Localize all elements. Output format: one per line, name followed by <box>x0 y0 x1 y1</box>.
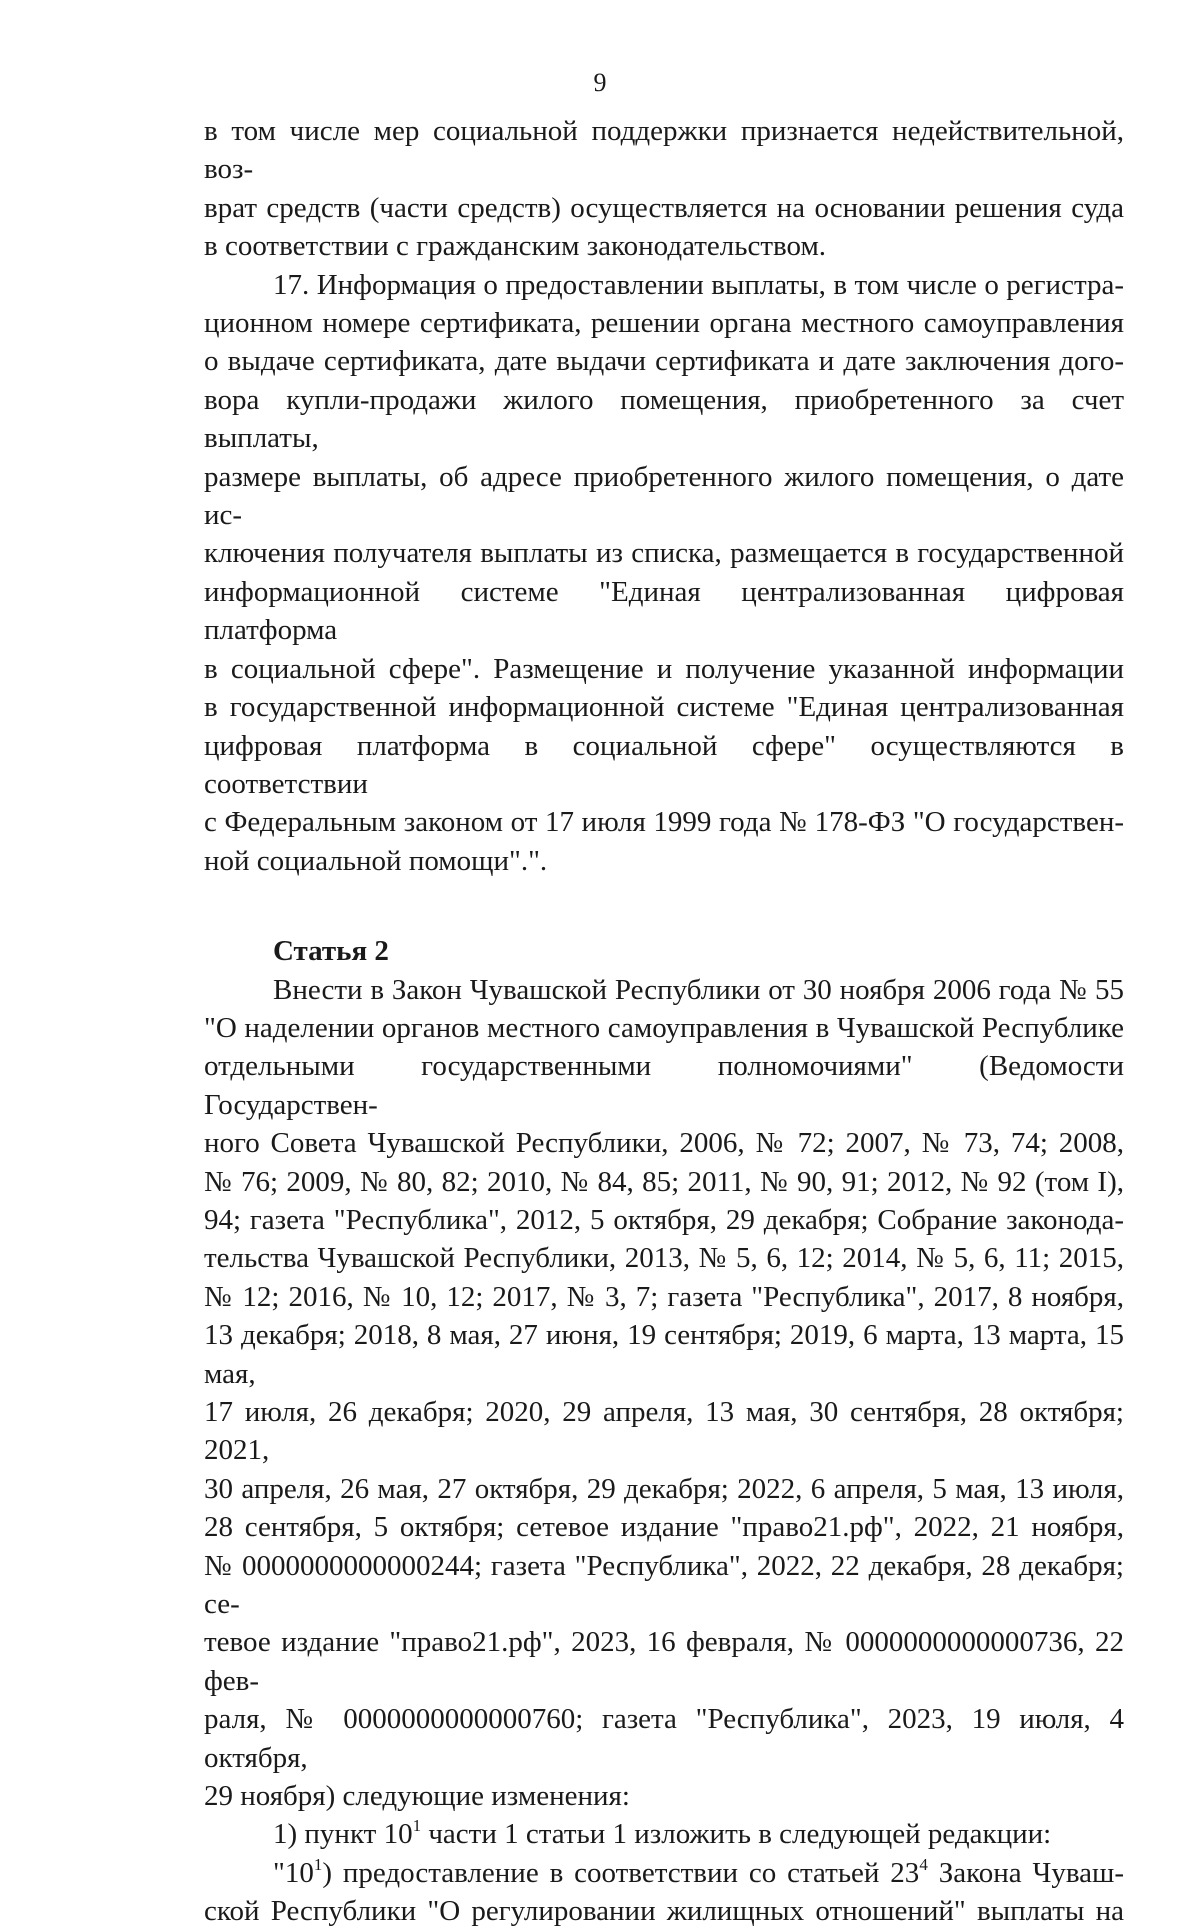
text-line: 13 декабря; 2018, 8 мая, 27 июня, 19 сентября; 2019, 6 марта, 13 марта, 15 мая, <box>204 1319 1124 1390</box>
text-line: 94; газета "Республика", 2012, 5 октября, 29 декабря; Собрание законода- <box>204 1203 1124 1236</box>
text-line: ной социальной помощи".". <box>204 844 548 877</box>
quote-text: "10 <box>273 1856 314 1889</box>
text-line: раля, № 0000000000000760; газета "Республика", 2023, 19 июля, 4 октября, <box>204 1703 1124 1774</box>
superscript: 1 <box>313 1854 323 1874</box>
text-line: "О наделении органов местного самоуправления в Чувашской Республике <box>204 1011 1124 1044</box>
text-line: цифровая платформа в социальной сфере" осуществляются в соответствии <box>204 729 1124 800</box>
text-line: 30 апреля, 26 мая, 27 октября, 29 декабря; 2022, 6 апреля, 5 мая, 13 июля, <box>204 1472 1124 1505</box>
text-line: № 12; 2016, № 10, 12; 2017, № 3, 7; газета "Республика", 2017, 8 ноября, <box>204 1280 1124 1313</box>
text-line: с Федеральным законом от 17 июля 1999 года № 178-ФЗ "О государствен- <box>204 806 1124 839</box>
text-line: о выдаче сертификата, дате выдачи сертификата и дате заключения дого- <box>204 345 1124 378</box>
text-line: вора купли-продажи жилого помещения, приобретенного за счет выплаты, <box>204 383 1124 455</box>
document-body <box>204 112 1124 1931</box>
text-line: ской Республики "О регулировании жилищных отношений" выплаты на <box>204 1895 1124 1928</box>
text-line: 17. Информация о предоставлении выплаты, в том числе о регистра- <box>273 268 1124 301</box>
point-1-text: части 1 статьи 1 изложить в следующей редакции: <box>421 1818 1052 1851</box>
superscript: 1 <box>412 1816 422 1836</box>
text-line: тевое издание "право21.рф", 2023, 16 февраля, № 0000000000000736, 22 фев- <box>204 1626 1124 1697</box>
text-line: ционном номере сертификата, решении органа местного самоуправления <box>204 307 1124 340</box>
text-line: ного Совета Чувашской Республики, 2006, № 72; 2007, № 73, 74; 2008, <box>204 1127 1124 1160</box>
text-line: в государственной информационной системе "Единая централизованная <box>204 691 1124 724</box>
quote-line <box>204 1854 1124 1892</box>
text-line: Внести в Закон Чувашской Республики от 30 ноября 2006 года № 55 <box>273 973 1124 1006</box>
point-1-text: 1) пункт 10 <box>273 1818 413 1851</box>
section-gap <box>204 880 1124 932</box>
text-line: тельства Чувашской Республики, 2013, № 5, 6, 12; 2014, № 5, 6, 11; 2015, <box>204 1242 1124 1275</box>
article-heading: Статья 2 <box>273 935 389 968</box>
text-line: размере выплаты, об адресе приобретенного жилого помещения, о дате ис- <box>204 460 1124 532</box>
text-line: ключения получателя выплаты из списка, размещается в государственной <box>204 537 1124 570</box>
text-line: врат средств (части средств) осуществляется на основании решения суда <box>204 191 1124 224</box>
continuation-paragraph <box>204 112 1124 266</box>
text-line: № 0000000000000244; газета "Республика", 2022, 22 декабря, 28 декабря; се- <box>204 1549 1124 1621</box>
text-line: 28 сентября, 5 октября; сетевое издание "право21.рф", 2022, 21 ноября, <box>204 1511 1124 1544</box>
text-line: отдельными государственными полномочиями" (Ведомости Государствен- <box>204 1050 1124 1121</box>
item-17-paragraph <box>204 266 1124 881</box>
text-line: в том числе мер социальной поддержки признается недействительной, воз- <box>204 115 1124 186</box>
text-line: в социальной сфере". Размещение и получение указанной информации <box>204 652 1124 685</box>
point-1-line <box>204 1815 1124 1853</box>
text-line: 17 июля, 26 декабря; 2020, 29 апреля, 13 мая, 30 сентября, 28 октября; 2021, <box>204 1396 1124 1467</box>
text-line: № 76; 2009, № 80, 82; 2010, № 84, 85; 2011, № 90, 91; 2012, № 92 (том I), <box>204 1165 1124 1198</box>
text-line: в соответствии с гражданским законодательством. <box>204 230 827 263</box>
quote-text: ) предоставление в соответствии со статьей 23 <box>322 1856 920 1889</box>
article-2-paragraph <box>204 971 1124 1816</box>
text-line: информационной системе "Единая централизованная цифровая платформа <box>204 575 1124 647</box>
superscript: 4 <box>919 1854 928 1874</box>
quote-text: Закона Чуваш- <box>927 1856 1124 1889</box>
text-line: 29 ноября) следующие изменения: <box>204 1780 630 1813</box>
page-number: 9 <box>593 68 607 97</box>
